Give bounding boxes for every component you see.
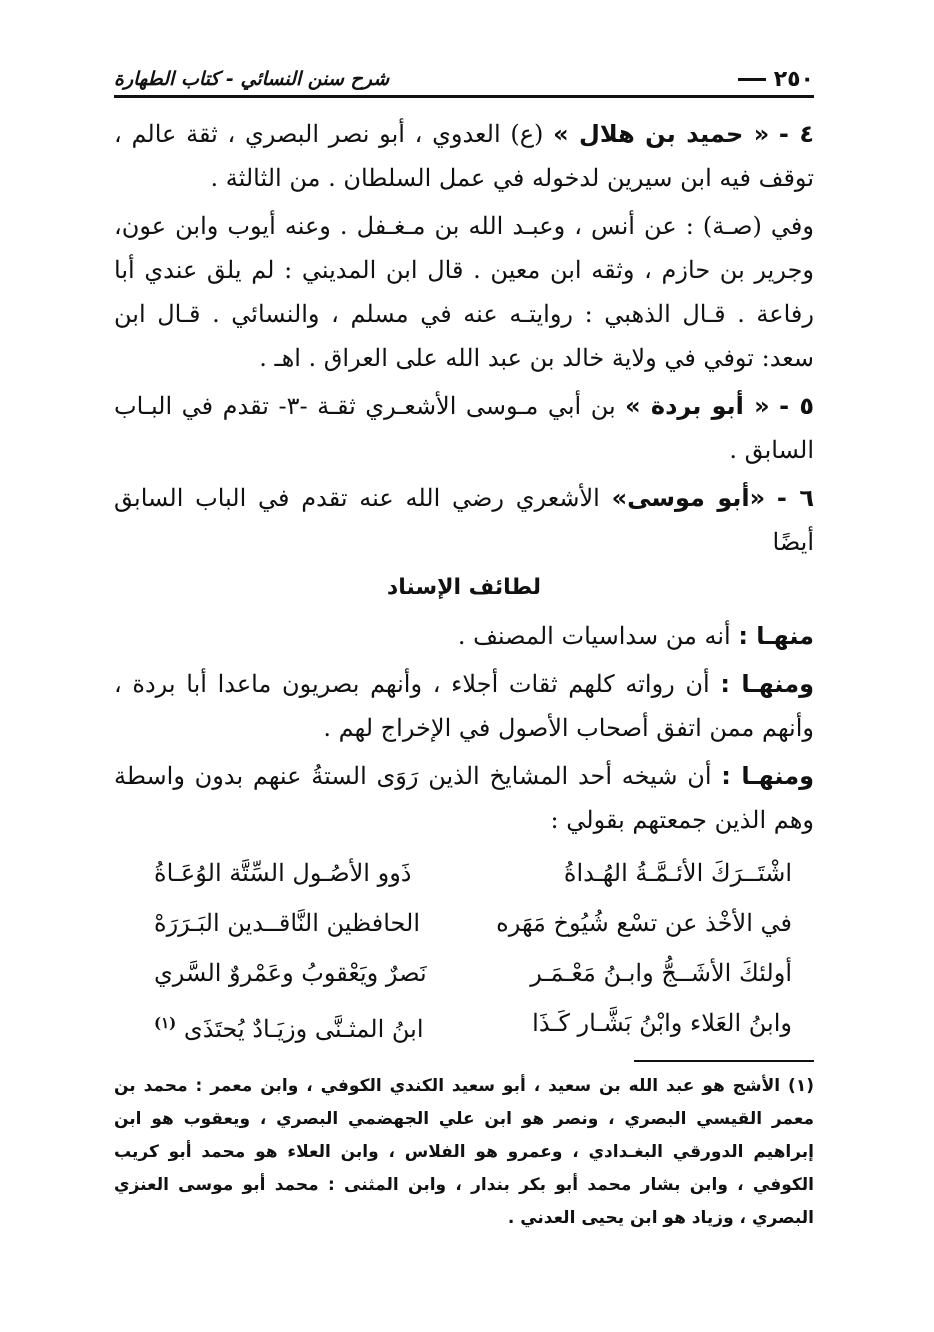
isnad-point-2-label: ومنهـا : <box>720 670 814 698</box>
header-rule <box>114 95 814 98</box>
page-number: ٢٥٠ <box>773 66 814 92</box>
section-title: لطائف الإسناد <box>386 575 542 600</box>
narrator-4 <box>114 112 814 200</box>
narrator-4-details: وفي (صـة) : عن أنس ، وعبـد الله بن مـغـفل . وعنه أيوب وابن عون، وجرير بن حازم ، وثقه ابن معين . قال ابن المديني : لم يلق عندي أبا رفاعة . قـال الذهبي : روايتـه عنه في مسلم ، والنسائي . قـال ابن سعد: توفي في ولاية خالد بن عبد الله على العراق . اهـ . <box>114 212 814 372</box>
footnote: (١) الأشج هو عبد الله بن سعيد ، أبو سعيد الكندي الكوفي ، وابن معمر : محمد بن معمر القيسي البصري ، ونصر هو ابن علي الجهضمي البصري ، ويعقوب هو ابن إبراهيم الدورقي البغـدادي ، وعمرو هو الفلاس ، وابن العلاء هو محمد أبو كريب الكوفي ، وابن بشار محمد أبو بكر بندار ، وابن المثنى : محمد أبو موسى العنزي البصري ، وزياد هو ابن يحيى العدني . <box>114 1076 814 1228</box>
poem-hemistich-left: الحافظين النَّاقــدين البَـرَرَهْ <box>154 909 420 937</box>
poem-hemistich-right: أولئكَ الأشَــجُّ وابـنُ مَعْـمَـر <box>530 959 792 987</box>
footnote-rule <box>634 1060 814 1062</box>
poem-line <box>114 898 814 948</box>
poem-hemistich-left <box>154 998 424 1054</box>
isnad-point-2-text: أن رواته كلهم ثقات أجلاء ، وأنهم بصريون ماعدا أبا بردة ، وأنهم ممن اتفق أصحاب الأصول في الإخراج لهم . <box>114 670 814 742</box>
narrator-6-text: الأشعري رضي الله عنه تقدم في الباب السابق أيضًا <box>114 484 814 556</box>
poem-hemistich-right: وابنُ العَلاء وابْنُ بَشَّـار كَـذَا <box>532 1009 792 1037</box>
narrator-5 <box>114 384 814 472</box>
narrator-6-number: ٦ - <box>776 484 815 512</box>
page-number-group <box>738 67 814 92</box>
narrator-4-name: « حميد بن هلال » <box>553 120 770 148</box>
poem-line <box>114 848 814 898</box>
poem-hemistich-left: نَصرٌ ويَعْقوبُ وعَمْروٌ السَّري <box>154 959 427 987</box>
poem-hemistich-right: في الأخْذ عن تسْع شُيُوخ مَهَره <box>496 909 792 937</box>
poem <box>114 848 814 1054</box>
isnad-point-2 <box>114 662 814 750</box>
narrator-4-text: (ع) العدوي ، أبو نصر البصري ، ثقة عالم ، توقف فيه ابن سيرين لدخوله في عمل السلطان . من الثالثة . <box>114 120 814 192</box>
isnad-point-3-label: ومنهـا : <box>721 762 814 790</box>
main-text <box>114 112 814 1235</box>
isnad-point-3 <box>114 754 814 842</box>
narrator-4-number: ٤ - <box>778 120 814 148</box>
book-page <box>114 58 814 1235</box>
page-header <box>114 58 814 100</box>
isnad-point-1-label: منهـا : <box>738 622 814 650</box>
poem-line <box>114 998 814 1054</box>
isnad-point-1-text: أنه من سداسيات المصنف . <box>457 622 739 650</box>
footnote-marker[interactable]: (١) <box>154 1014 177 1032</box>
poem-hemistich-left-text: ابنُ المثـنَّى وزيَـادٌ يُحتَذَى <box>183 1015 424 1043</box>
running-title: شرح سنن النسائي - كتاب الطهارة <box>114 68 390 90</box>
isnad-point-3-text: أن شيخه أحد المشايخ الذين رَوَى الستةُ عنهم بدون واسطة وهم الذين جمعتهم بقولي : <box>114 762 814 834</box>
narrator-5-number: ٥ - <box>779 392 814 420</box>
narrator-6-name: «أبو موسى» <box>611 484 766 512</box>
narrator-6 <box>114 476 814 564</box>
poem-hemistich-left: ذَوو الأصُـول السِّتَّة الوُعَـاةُ <box>154 859 412 887</box>
page-number-dash <box>738 78 766 81</box>
narrator-5-name: « أبو بردة » <box>625 392 770 420</box>
poem-line <box>114 948 814 998</box>
narrator-5-text: بن أبي مـوسى الأشعـري ثقـة -٣- تقدم في البـاب السابق . <box>114 392 814 464</box>
isnad-point-1 <box>114 614 814 658</box>
poem-hemistich-right: اشْتَــرَكَ الأئـمَّـةُ الهُـداةُ <box>563 859 792 887</box>
